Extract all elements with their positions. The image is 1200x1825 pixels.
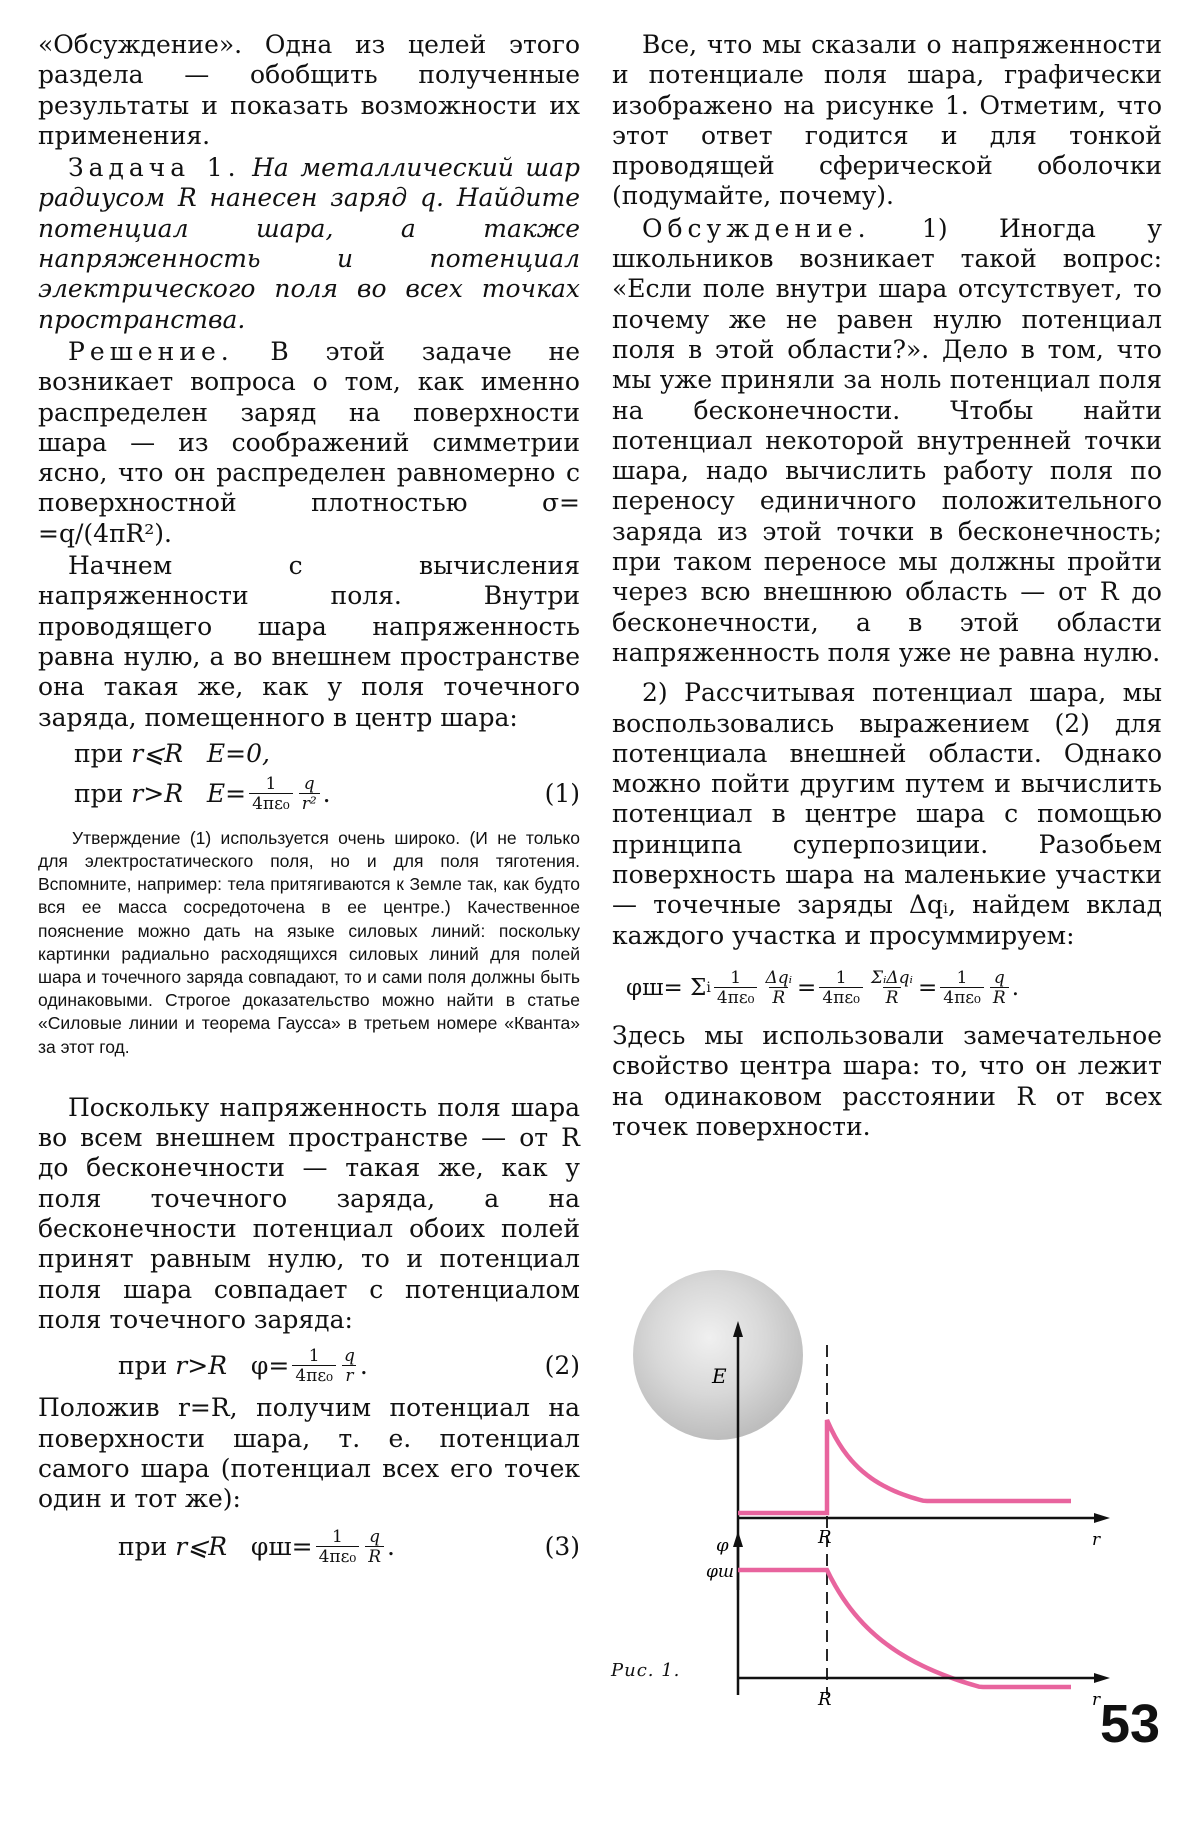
frac-num: q: [993, 967, 1005, 988]
frac-num: 1: [265, 773, 277, 794]
r-axis-top-label: r: [1092, 1530, 1101, 1550]
equation-2: [38, 1347, 580, 1385]
equation-3: [38, 1528, 580, 1566]
task-text: На металлический шар радиусом R нанесен заряд q. Найдите потенциал шара, а также напряженность и потенциал электрического поля во всех точках пространства.: [38, 153, 581, 334]
equation-2-number: (2): [544, 1351, 580, 1381]
field-paragraph: Начнем с вычисления напряженности поля. Внутри проводящего шара напряженность равна нулю, а во внешнем пространстве она такая же, как у поля точечного заряда, помещенного в центр шара:: [38, 551, 580, 732]
frac-num: 1: [730, 967, 742, 988]
frac-num: q: [343, 1346, 355, 1367]
eq1-lhs: E=: [206, 778, 247, 808]
eq3-lhs: φш=: [250, 1532, 313, 1562]
eq2-fraction-2: [342, 1347, 357, 1385]
eq1-condition-2: r>R: [131, 778, 184, 808]
R-label-bottom: R: [818, 1689, 832, 1710]
figure-1-bottom-axis: [620, 1660, 1180, 1720]
eq4-sum-index: i: [706, 979, 711, 996]
eq4-fraction-2: [763, 969, 794, 1007]
r-axis-bottom-label: r: [1092, 1690, 1101, 1710]
frac-den: 4πε₀: [316, 1546, 360, 1566]
frac-num: 1: [331, 1527, 343, 1548]
phi-axis-arrow: [733, 1531, 743, 1547]
equation-3-number: (3): [544, 1532, 580, 1562]
eq4-fraction-1: [714, 969, 758, 1007]
equation-1-number: (1): [544, 778, 580, 808]
left-column: [38, 28, 580, 1566]
eq4-equals-2: =: [917, 974, 938, 1001]
eq3-fraction-2: [365, 1528, 384, 1566]
eq3-end: .: [387, 1532, 395, 1562]
frac-num: q: [369, 1527, 381, 1548]
eq2-fraction-1: [292, 1347, 336, 1385]
eq1-fraction-1: [249, 775, 293, 813]
page-number: 53: [1100, 1694, 1161, 1754]
eq4-fraction-5: [940, 969, 984, 1007]
figure-caption: Рис. 1.: [611, 1660, 681, 1681]
intro-paragraph: «Обсуждение». Одна из целей этого раздела — обобщить полученные результаты и показать возможности их применения.: [38, 30, 580, 150]
eq2-condition: r>R: [175, 1351, 228, 1381]
summary-paragraph: Все, что мы сказали о напряженности и потенциале поля шара, графически изображено на рисунке 1. Отметим, что этот ответ годится и для тонкой проводящей сферической оболочки (подумайте, почему).: [612, 30, 1162, 211]
discussion-paragraph: [612, 214, 1162, 668]
frac-den: r: [342, 1365, 356, 1385]
frac-num: 1: [956, 967, 968, 988]
frac-num: ΣᵢΔqᵢ: [870, 967, 913, 988]
task-label: Задача 1.: [68, 153, 241, 183]
eq2-lhs: φ=: [250, 1351, 290, 1381]
eq2-prefix: при: [118, 1351, 168, 1381]
eq1-condition: r⩽R: [131, 738, 184, 768]
footnote-text: Утверждение (1) используется очень широко. (И не только для электростатического поля, но и для поля тяготения. Вспомните, например: тела притягиваются к Земле так, как будто вся ее масса сосредоточена в ее центре.) Качественное пояснение можно дать на языке силовых линий: поскольку картинки радиально расходящихся силовых линий для полей шара и точечного заряда совпадают, то и сами поля должны быть одинаковыми. Строгое доказательство можно найти в статье «Силовые линии и теорема Гаусса» в третьем номере «Кванта» за этот год.: [38, 827, 580, 1057]
frac-den: R: [883, 987, 902, 1007]
equation-1-line-2: [38, 775, 580, 813]
frac-den: r²: [299, 793, 320, 813]
eq1-expression: E=0,: [206, 738, 270, 768]
eq4-end: .: [1011, 974, 1020, 1001]
eq1-fraction-2: [299, 775, 320, 813]
phi-sh-label: φш: [706, 1562, 735, 1582]
surface-paragraph: Положив r=R, получим потенциал на поверхности шара, т. е. потенциал самого шара (потенциал всех его точек один и тот же):: [38, 1393, 580, 1514]
eq4-fraction-6: [990, 969, 1009, 1007]
figure-1: [620, 1255, 1180, 1695]
right-column: [612, 28, 1162, 1142]
eq4-lhs: φш= Σ: [626, 974, 707, 1001]
point2-paragraph: 2) Рассчитывая потенциал шара, мы воспользовались выражением (2) для потенциала внешней области. Однако можно пойти другим путем и вычислить потенциал в центре шара с помощью принципа суперпозиции. Разобьем поверхность шара на маленькие участки — точечные заряды Δqᵢ, найдем вклад каждого участка и просуммируем:: [612, 678, 1162, 950]
e-axis-label: E: [712, 1364, 727, 1388]
discussion-text: 1) Иногда у школьников возникает такой вопрос: «Если поле внутри шара отсутствует, то почему же не равен нулю потенциал поля в этой области?». Дело в том, что мы уже приняли за ноль потенциал поля на бесконечности. Чтобы найти потенциал некоторой внутренней точки шара, надо вычислить работу поля по переносу единичного положительного заряда из этой точки в бесконечность; при таком переносе мы должны пройти через всю внешнюю область — от R до бесконечности, а в этой области напряженность поля уже не равна нулю.: [612, 213, 1162, 667]
eq3-prefix: при: [118, 1532, 168, 1562]
frac-num: q: [303, 773, 315, 794]
eq4-fraction-4: [869, 969, 915, 1007]
frac-den: 4πε₀: [714, 987, 758, 1007]
frac-den: R: [365, 1546, 384, 1566]
sphere-illustration: [633, 1270, 803, 1440]
solution-label: Решение.: [68, 336, 234, 366]
discussion-label: Обсуждение.: [642, 213, 871, 243]
R-label-top: R: [818, 1527, 832, 1548]
footnote-block: [38, 827, 580, 1059]
equation-4: [612, 969, 1162, 1007]
eq3-condition: r⩽R: [175, 1532, 228, 1562]
solution-text: В этой задаче не возникает вопроса о том, как именно распределен заряд на поверхности шара — из соображений симметрии ясно, что он распределен равномерно с поверхностной плотностью σ= =q/(4πR²).: [38, 336, 580, 548]
solution-paragraph: [38, 337, 580, 549]
frac-num: 1: [835, 967, 847, 988]
r-axis-bottom-arrow: [1094, 1673, 1110, 1683]
task-paragraph: [38, 153, 580, 335]
potential-paragraph: Поскольку напряженность поля шара во всем внешнем пространстве — от R до бесконечности — такая же, как у поля точечного заряда, а на бесконечности потенциал обоих полей принят равным нулю, то и потенциал поля шара совпадает с потенциалом поля точечного заряда:: [38, 1092, 580, 1334]
eq1-prefix-2: при: [74, 778, 124, 808]
equation-1-line-1: [38, 739, 580, 769]
phi-axis-label: φ: [716, 1535, 729, 1556]
frac-den: 4πε₀: [940, 987, 984, 1007]
frac-den: 4πε₀: [292, 1365, 336, 1385]
r-axis-top-arrow: [1094, 1513, 1110, 1523]
eq1-prefix: при: [74, 738, 124, 768]
frac-den: R: [769, 987, 788, 1007]
eq2-end: .: [359, 1351, 368, 1381]
eq3-fraction-1: [316, 1528, 360, 1566]
frac-num: Δqᵢ: [765, 967, 793, 988]
e-curve: [738, 1420, 1071, 1513]
eq4-equals-1: =: [797, 974, 817, 1001]
frac-den: R: [990, 987, 1009, 1007]
eq1-end: .: [322, 778, 331, 808]
frac-den: 4πε₀: [819, 987, 863, 1007]
frac-num: 1: [308, 1346, 320, 1367]
eq4-fraction-3: [819, 969, 863, 1007]
center-paragraph: Здесь мы использовали замечательное свойство центра шара: то, что он лежит на одинаковом расстоянии R от всех точек поверхности.: [612, 1020, 1162, 1141]
frac-den: 4πε₀: [249, 793, 293, 813]
